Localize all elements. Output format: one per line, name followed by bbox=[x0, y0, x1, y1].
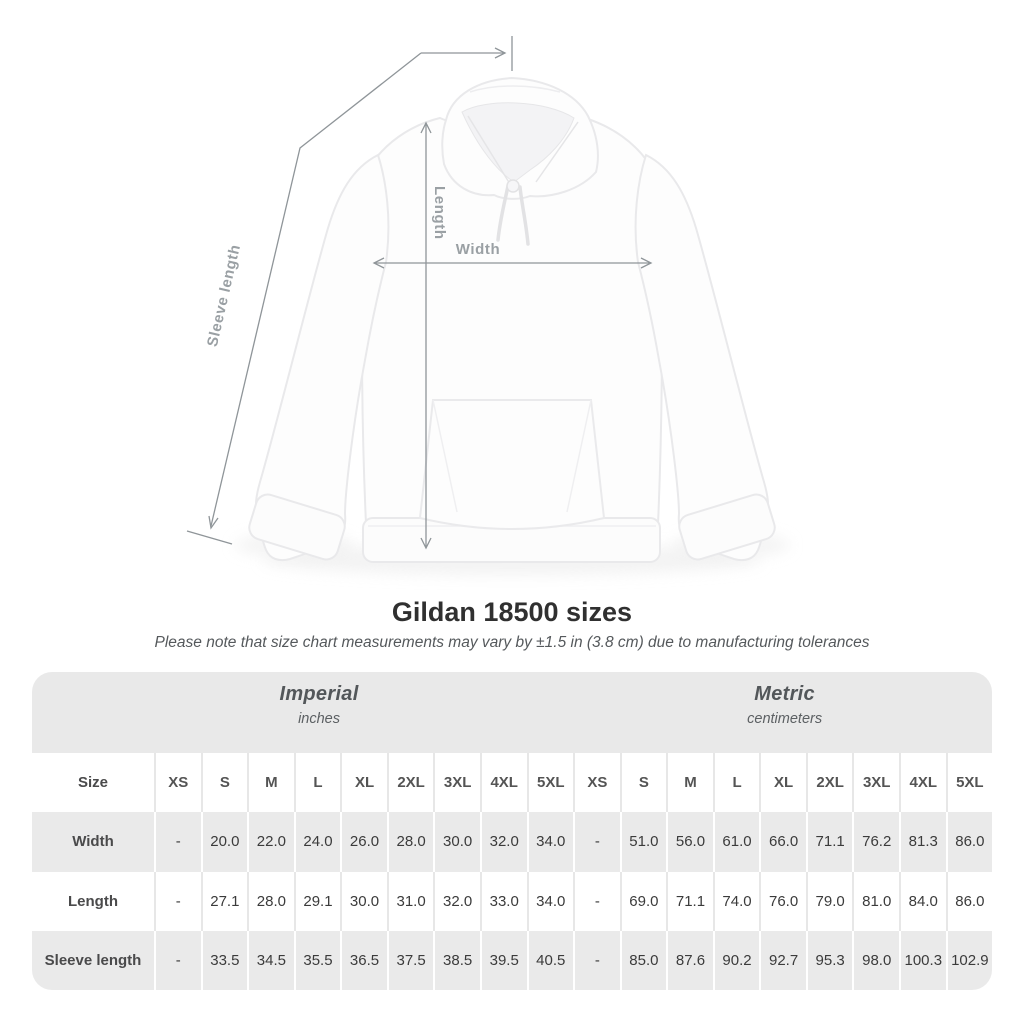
row-label: Sleeve length bbox=[44, 951, 142, 969]
measurement-cell: 95.3 bbox=[806, 931, 853, 990]
measurement-cell: 66.0 bbox=[759, 812, 806, 871]
imperial-unit-label: inches bbox=[298, 711, 340, 727]
size-table bbox=[32, 672, 992, 990]
measurement-cell: 76.0 bbox=[759, 872, 806, 931]
size-column-header: 2XL bbox=[806, 753, 853, 812]
measurement-cell: - bbox=[573, 812, 620, 871]
measurement-cell: 22.0 bbox=[247, 812, 294, 871]
measurement-cell: 36.5 bbox=[340, 931, 387, 990]
size-column-header: 3XL bbox=[433, 753, 480, 812]
measurement-cell: 33.0 bbox=[480, 872, 527, 931]
measurement-cell: 56.0 bbox=[666, 812, 713, 871]
measurement-cell: 74.0 bbox=[713, 872, 760, 931]
measurement-cell: - bbox=[154, 812, 201, 871]
measurement-cell: 34.5 bbox=[247, 931, 294, 990]
measurement-cell: - bbox=[154, 931, 201, 990]
sleeve-end-tick bbox=[187, 531, 232, 544]
measurement-cell: 34.0 bbox=[527, 872, 574, 931]
size-column-header: S bbox=[201, 753, 248, 812]
metric-unit-label: centimeters bbox=[747, 711, 823, 727]
measurement-cell: 35.5 bbox=[294, 931, 341, 990]
measurement-cell: 39.5 bbox=[480, 931, 527, 990]
table-row-length bbox=[32, 872, 992, 931]
measurement-cell: 51.0 bbox=[620, 812, 667, 871]
row-label: Width bbox=[72, 833, 114, 851]
measurement-cell: 90.2 bbox=[713, 931, 760, 990]
measurement-cell: - bbox=[573, 931, 620, 990]
measurement-cell: 32.0 bbox=[433, 872, 480, 931]
measurement-cell: 24.0 bbox=[294, 812, 341, 871]
size-column-header: XS bbox=[573, 753, 620, 812]
measurement-cell: 81.0 bbox=[852, 872, 899, 931]
measurement-cell: 86.0 bbox=[946, 872, 992, 931]
size-column-header: 4XL bbox=[480, 753, 527, 812]
size-column-header: 5XL bbox=[527, 753, 574, 812]
measurement-label-width: Width bbox=[455, 241, 501, 258]
measurement-cell: 98.0 bbox=[852, 931, 899, 990]
row-label: Length bbox=[68, 892, 118, 910]
imperial-group-header bbox=[279, 683, 358, 727]
metric-group-header bbox=[747, 683, 822, 727]
table-header-row bbox=[32, 753, 992, 812]
tolerance-note: Please note that size chart measurements may vary by ±1.5 in (3.8 cm) due to manufacturing tolerances bbox=[154, 634, 870, 651]
measurement-cell: 79.0 bbox=[806, 872, 853, 931]
measurement-cell: 71.1 bbox=[666, 872, 713, 931]
unit-group-band bbox=[32, 672, 992, 753]
measurement-cell: 26.0 bbox=[340, 812, 387, 871]
size-column-header: 5XL bbox=[946, 753, 992, 812]
measurement-cell: 37.5 bbox=[387, 931, 434, 990]
measurement-cell: 71.1 bbox=[806, 812, 853, 871]
measurement-cell: 87.6 bbox=[666, 931, 713, 990]
measurement-cell: 34.0 bbox=[527, 812, 574, 871]
measurement-cell: 28.0 bbox=[247, 872, 294, 931]
imperial-label: Imperial bbox=[279, 683, 359, 705]
measurement-cell: 31.0 bbox=[387, 872, 434, 931]
measurement-cell: - bbox=[154, 872, 201, 931]
measurement-cell: 92.7 bbox=[759, 931, 806, 990]
page-title: Gildan 18500 sizes bbox=[391, 597, 633, 627]
size-column-label: Size bbox=[77, 774, 108, 792]
measurement-cell: 28.0 bbox=[387, 812, 434, 871]
size-column-header: M bbox=[666, 753, 713, 812]
size-column-header: S bbox=[620, 753, 667, 812]
measurement-cell: - bbox=[573, 872, 620, 931]
size-column-header: M bbox=[247, 753, 294, 812]
measurement-cell: 102.9 bbox=[946, 931, 992, 990]
size-column-header: XL bbox=[340, 753, 387, 812]
measurement-cell: 85.0 bbox=[620, 931, 667, 990]
table-row-width bbox=[32, 812, 992, 871]
measurement-label-length: Length bbox=[431, 186, 448, 240]
measurement-cell: 100.3 bbox=[899, 931, 946, 990]
measurement-label-sleeve-length: Sleeve length bbox=[203, 242, 245, 349]
size-column-header: XL bbox=[759, 753, 806, 812]
metric-label: Metric bbox=[754, 683, 815, 705]
table-row-sleeve-length bbox=[32, 931, 992, 990]
measurement-cell: 33.5 bbox=[201, 931, 248, 990]
measurement-cell: 86.0 bbox=[946, 812, 992, 871]
measurement-cell: 40.5 bbox=[527, 931, 574, 990]
size-column-header: 4XL bbox=[899, 753, 946, 812]
measurement-cell: 30.0 bbox=[433, 812, 480, 871]
measurement-cell: 69.0 bbox=[620, 872, 667, 931]
measurement-cell: 30.0 bbox=[340, 872, 387, 931]
measurement-cell: 76.2 bbox=[852, 812, 899, 871]
measurement-cell: 32.0 bbox=[480, 812, 527, 871]
measurement-cell: 81.3 bbox=[899, 812, 946, 871]
measurement-cell: 38.5 bbox=[433, 931, 480, 990]
size-column-header: L bbox=[713, 753, 760, 812]
size-column-header: 3XL bbox=[852, 753, 899, 812]
measurement-cell: 20.0 bbox=[201, 812, 248, 871]
measurement-cell: 27.1 bbox=[201, 872, 248, 931]
measurement-cell: 29.1 bbox=[294, 872, 341, 931]
measurement-cell: 61.0 bbox=[713, 812, 760, 871]
size-column-header: XS bbox=[154, 753, 201, 812]
measurement-cell: 84.0 bbox=[899, 872, 946, 931]
size-column-header: L bbox=[294, 753, 341, 812]
size-column-header: 2XL bbox=[387, 753, 434, 812]
